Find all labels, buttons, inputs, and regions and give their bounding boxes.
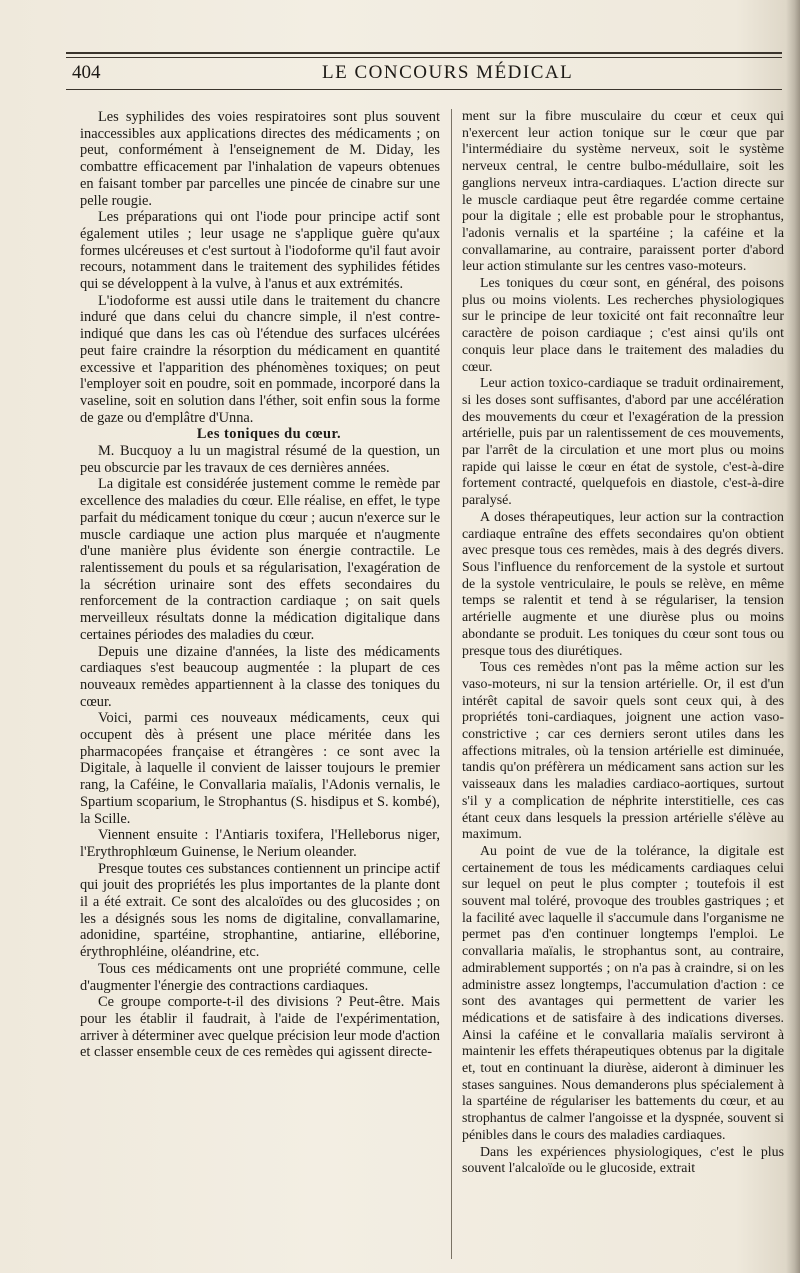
paragraph: Presque toutes ces substances contiennent un principe actif qui jouit des propriétés les plus importantes de la plante dont il a été extrait. Ce sont des alcaloïdes ou des glucosides ; on les a désignés sous les noms de digitaline, convallamarine, adonidine, spartéine, strophantine, antiarine, elléborine, érythrophléine, oléandrine, etc.	[80, 860, 440, 961]
paragraph: Leur action toxico-cardiaque se traduit ordinairement, si les doses sont suffisantes, d'abord par une accélération des mouvements du cœur et l'exagération de la pression artérielle, puis par un ralentissement de ces mouvements, par l'arrêt de la circulation et une mort plus ou moins rapide qui laisse le cœur en état de systole, c'est-à-dire fortement contracté, quelquefois en diastole, c'est-à-dire paralysé.	[462, 376, 784, 509]
paragraph: Les préparations qui ont l'iode pour principe actif sont également utiles ; leur usage ne s'applique guère qu'aux formes ulcéreuses et c'est surtout à l'iodoforme qu'il faut avoir recours, notamment dans le traitement des syphilides fétides qui se développent à la vulve, à l'anus et aux extrémités.	[80, 209, 440, 293]
paragraph: La digitale est considérée justement comme le remède par excellence des maladies du cœur. Elle réalise, en effet, le type parfait du médicament tonique du cœur ; aucun n'exerce sur le muscle cardiaque une action plus marquée et n'augmente d'une manière plus évidente son énergie contractile. Le ralentissement du pouls et sa régularisation, l'exagération de la sécrétion urinaire sont des effets secondaires du renforcement de la contraction cardiaque ; on sait quels merveilleux résultats donne la médication digitalique dans certaines périodes des maladies du cœur.	[80, 476, 440, 643]
paragraph: Les toniques du cœur sont, en général, des poisons plus ou moins violents. Les recherches physiologiques sur le principe de leur toxicité ont fait reconnaître leur caractère de poison cardiaque ; c'est ainsi qu'ils ont conquis leur place dans le traitement des maladies du cœur.	[462, 276, 784, 375]
page-edge-shadow	[786, 0, 800, 1273]
paragraph: Viennent ensuite : l'Antiaris toxifera, l'Helleborus niger, l'Erythrophlœum Guinense, le Nerium oleander.	[80, 827, 440, 860]
header-rule	[66, 89, 782, 90]
section-heading: Les toniques du cœur.	[196, 426, 342, 443]
paragraph: ment sur la fibre musculaire du cœur et ceux qui n'exercent leur action tonique sur le cœur que par l'intermédiaire du système nerveux, soit le système nerveux central, le centre bulbo-médullaire, soit les ganglions nerveux intra-cardiaques. L'action directe sur le muscle cardiaque peut être regardée comme certaine pour la digitale ; elle est probable pour le strophantus, l'adonis vernalis et la spartéine ; la caféine et la convallamarine, au contraire, paraissent porter d'abord leur action stimulante sur les centres vaso-moteurs.	[462, 109, 784, 275]
paragraph: Depuis une dizaine d'années, la liste des médicaments cardiaques s'est beaucoup augmentée : la plupart de ces nouveaux remèdes appartiennent à la classe des toniques du cœur.	[80, 643, 440, 710]
page-header	[72, 62, 772, 88]
page-number: 404	[72, 62, 101, 83]
top-rule	[66, 52, 782, 58]
paragraph: Dans les expériences physiologiques, c'est le plus souvent l'alcaloïde ou le glucoside, extrait	[462, 1144, 784, 1177]
paragraph: Ce groupe comporte-t-il des divisions ? Peut-être. Mais pour les établir il faudrait, à l'aide de l'expérimentation, arriver à déterminer avec quelque précision leur mode d'action et classer ensemble ceux de ces remèdes qui agissent directe-	[80, 994, 440, 1061]
paragraph: Voici, parmi ces nouveaux médicaments, ceux qui occupent dès à présent une place méritée dans les pharmacopées française et étrangères : ce sont avec la Digitale, à laquelle il convient de laisser toujours le premier rang, la Caféine, le Convallaria maïalis, l'Adonis vernalis, le Spartium scoparium, le Strophantus (S. hisdipus et S. kombé), la Scille.	[80, 710, 440, 827]
paragraph: L'iodoforme est aussi utile dans le traitement du chancre induré que dans celui du chancre simple, il n'est contre-indiqué que dans les cas où l'étendue des surfaces ulcérées peut faire craindre la résorption du médicament en quantité excessive et l'apparition des phénomènes toxiques; on peut l'employer soit en poudre, soit en pommade, incorporé dans la vaseline, soit en solution dans l'éther, soit enfin sous la forme de gaze ou d'emplâtre d'Unna.	[80, 292, 440, 426]
paragraph: Les syphilides des voies respiratoires sont plus souvent inaccessibles aux applications directes des médicaments ; on peut, conformément à l'enseignement de M. Diday, les combattre efficacement par l'inhalation de vapeurs obtenues en faisant tomber par parcelles une pincée de cinabre sur une pelle rougie.	[80, 109, 440, 209]
column-divider	[451, 109, 452, 1259]
paragraph: Tous ces médicaments ont une propriété commune, celle d'augmenter l'énergie des contractions cardiaques.	[80, 960, 440, 994]
paragraph: Tous ces remèdes n'ont pas la même action sur les vaso-moteurs, ni sur la tension artérielle. Or, il est d'un intérêt capital de savoir quels sont ceux qui, à des propriétés toni-cardiaques, joignent une action vaso-constrictive ; car ces derniers seront utiles dans les affections mitrales, où la tension artérielle est diminuée, tandis qu'on préfèrera un médicament sans action sur les vaisseaux dans les maladies cardiaco-aortiques, surtout s'il y a complication de néphrite interstitielle, ces cas étant ceux dans lesquels la pression artérielle s'élève au maximum.	[462, 660, 784, 843]
left-column	[80, 109, 440, 1264]
paragraph: Au point de vue de la tolérance, la digitale est certainement de tous les médicaments cardiaques celui sur lequel on peut le plus compter ; toutefois il est souvent mal toléré, provoque des troubles gastriques ; et la facilité avec laquelle il s'accumule dans l'organisme ne permet pas d'en continuer longtemps l'emploi. Le convallaria maïalis, le strophantus sont, au contraire, admirablement supportés ; on n'a pas à craindre, si on les administre assez longtemps, l'accumulation d'action : ce sont des avantages qui permettent de varier les médications et de satisfaire à des indications diverses. Ainsi la caféine et le convallaria maïalis serviront à maintenir les effets thérapeutiques obtenus par la digitale et, tout en continuant la diurèse, aideront à diminuer les stases sanguines. Nous demanderons plus spécialement à la spartéine de régulariser les battements du cœur, et au strophantus de calmer l'angoisse et la dyspnée, souvent si pénibles dans le cours des maladies cardiaques.	[462, 843, 784, 1143]
journal-title: LE CONCOURS MÉDICAL	[322, 62, 574, 83]
paragraph: M. Bucquoy a lu un magistral résumé de la question, un peu obscurcie par les travaux de ces dernières années.	[80, 443, 440, 476]
paragraph: A doses thérapeutiques, leur action sur la contraction cardiaque entraîne des effets secondaires qu'on obtient avec presque tous ces remèdes, mais à des degrés divers. Sous l'influence du renforcement de la systole et surtout de la systole ventriculaire, le pouls se relève, en même temps se ralentit et tend à se régulariser, la tension artérielle augmente et une diurèse plus ou moins abondante se produit. Les toniques du cœur sont tous ou presque tous des diurétiques.	[462, 509, 784, 659]
right-column	[462, 109, 784, 1264]
